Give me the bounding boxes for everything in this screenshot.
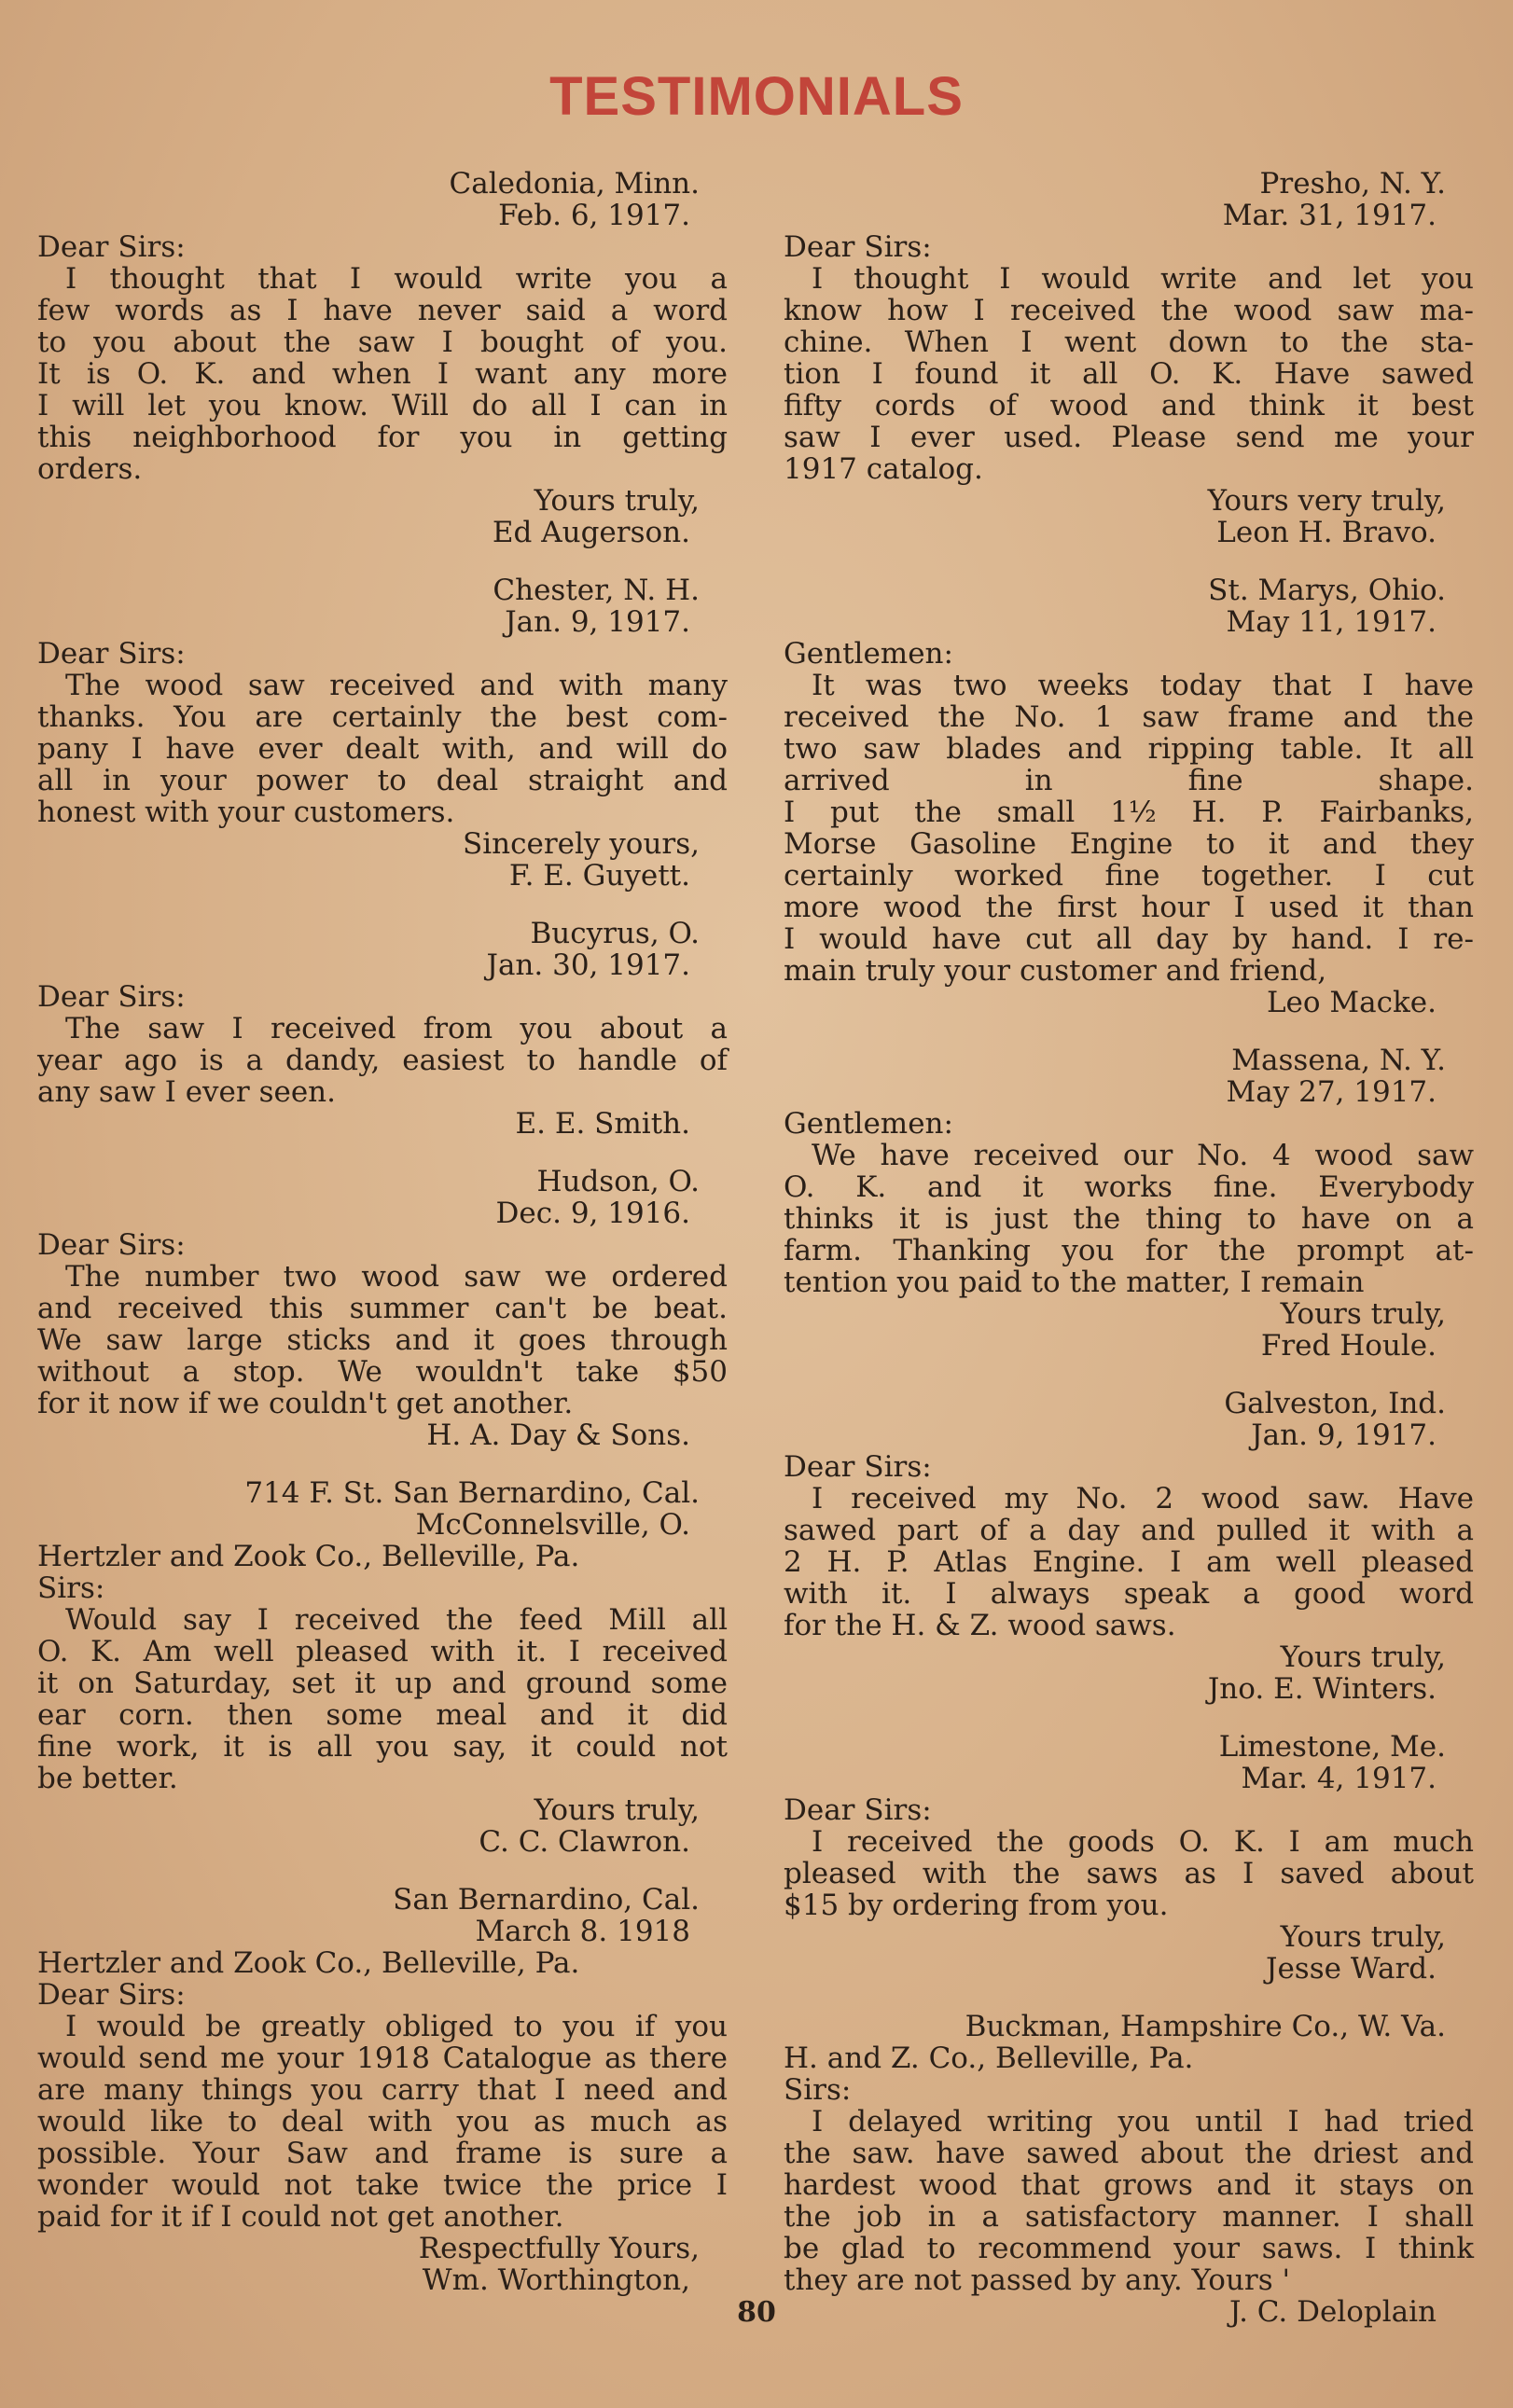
letter-block: [37, 574, 728, 892]
letter-body-line: thanks. You are certainly the best com-: [37, 700, 728, 734]
letter-body-line: fifty cords of wood and think it best: [784, 389, 1474, 422]
letter-salutation: Dear Sirs:: [37, 1228, 186, 1262]
letter-block: [784, 1731, 1474, 1985]
letter-body-line: they are not passed by any. Yours ': [784, 2263, 1291, 2297]
letter-signature: Jesse Ward.: [1266, 1952, 1437, 1986]
letter-salutation: Dear Sirs:: [784, 1450, 932, 1484]
letter-body-line: for it now if we couldn't get another.: [37, 1387, 574, 1420]
letter-body-line: I thought that I would write you a: [65, 262, 728, 296]
letter-body-line: I received my No. 2 wood saw. Have: [812, 1482, 1474, 1515]
letter-body-line: The wood saw received and with many: [65, 669, 728, 702]
right-column: [784, 168, 1474, 2354]
letter-body-line: pany I have ever dealt with, and will do: [37, 732, 728, 766]
letter-closing: Yours very truly,: [1207, 484, 1446, 518]
letter-body-line: would like to deal with you as much as: [37, 2105, 728, 2138]
letter-closing: Sincerely yours,: [463, 827, 700, 861]
letter-body-line: tion I found it all O. K. Have sawed: [784, 357, 1474, 391]
letter-body-line: the job in a satisfactory manner. I shall: [784, 2200, 1474, 2234]
letter-body-line: it on Saturday, set it up and ground some: [37, 1667, 728, 1700]
letter-place: Hudson, O.: [536, 1165, 700, 1198]
letter-date: Mar. 4, 1917.: [1241, 1762, 1437, 1795]
letter-date: Feb. 6, 1917.: [498, 199, 690, 232]
letter-signature: Fred Houle.: [1260, 1329, 1437, 1363]
letter-body-line: 1917 catalog.: [784, 452, 983, 486]
letter-body-line: tention you paid to the matter, I remain: [784, 1266, 1365, 1299]
letter-body-line: I put the small 1½ H. P. Fairbanks,: [784, 796, 1474, 829]
letter-place: Caledonia, Minn.: [449, 167, 700, 201]
letter-block: [37, 1884, 728, 2296]
letter-signature: Ed Augerson.: [492, 516, 690, 549]
letter-closing: Yours truly,: [534, 484, 700, 518]
letter-salutation: Sirs:: [37, 1571, 105, 1605]
letter-body-line: The saw I received from you about a: [65, 1012, 728, 1045]
letter-body-line: pleased with the saws as I saved about: [784, 1857, 1474, 1890]
letter-body-line: I delayed writing you until I had tried: [812, 2105, 1474, 2138]
letter-body-line: chine. When I went down to the sta-: [784, 325, 1474, 359]
letter-place: Massena, N. Y.: [1231, 1044, 1446, 1077]
letter-salutation: Dear Sirs:: [37, 637, 186, 671]
letter-body-line: We saw large sticks and it goes through: [37, 1323, 728, 1357]
letter-salutation: Gentlemen:: [784, 1107, 953, 1141]
letter-body-line: saw I ever used. Please send me your: [784, 421, 1474, 454]
letter-date: Jan. 9, 1917.: [505, 605, 690, 639]
letter-addressee: Hertzler and Zook Co., Belleville, Pa.: [37, 1946, 580, 1980]
letter-body-line: We have received our No. 4 wood saw: [812, 1139, 1474, 1172]
letter-body-line: any saw I ever seen.: [37, 1075, 336, 1109]
letter-body-line: certainly worked fine together. I cut: [784, 859, 1474, 893]
letter-closing: Yours truly,: [1280, 1640, 1446, 1674]
letter-body-line: fine work, it is all you say, it could not: [37, 1730, 728, 1764]
letter-body-line: I received the goods O. K. I am much: [812, 1825, 1474, 1859]
letter-place: Buckman, Hampshire Co., W. Va.: [965, 2010, 1446, 2043]
letter-body-line: be better.: [37, 1762, 178, 1795]
letter-body-line: more wood the first hour I used it than: [784, 891, 1474, 924]
letter-body-line: O. K. Am well pleased with it. I received: [37, 1635, 728, 1668]
letter-body-line: wonder would not take twice the price I: [37, 2168, 728, 2202]
letter-salutation: Dear Sirs:: [37, 1978, 186, 2012]
letter-date: Dec. 9, 1916.: [495, 1197, 690, 1230]
letter-body-line: thinks it is just the thing to have on a: [784, 1202, 1474, 1236]
letter-body-line: O. K. and it works fine. Everybody: [784, 1170, 1474, 1204]
letter-place: Limestone, Me.: [1218, 1730, 1446, 1764]
letter-body-line: I would be greatly obliged to you if you: [65, 2010, 728, 2043]
letter-body-line: few words as I have never said a word: [37, 294, 728, 327]
letter-body-line: hardest wood that grows and it stays on: [784, 2168, 1474, 2202]
letter-salutation: Sirs:: [784, 2073, 852, 2107]
letter-place: St. Marys, Ohio.: [1208, 574, 1446, 607]
letter-place: Chester, N. H.: [493, 574, 700, 607]
letter-salutation: Gentlemen:: [784, 637, 953, 671]
letter-salutation: Dear Sirs:: [37, 980, 186, 1014]
letter-block: [37, 918, 728, 1140]
letter-body-line: honest with your customers.: [37, 796, 455, 829]
letter-date: Jan. 9, 1917.: [1251, 1419, 1437, 1452]
letter-closing: Respectfully Yours,: [418, 2232, 700, 2265]
letter-body-line: without a stop. We wouldn't take $50: [37, 1355, 728, 1389]
letter-place: Presho, N. Y.: [1259, 167, 1446, 201]
letter-body-line: paid for it if I could not get another.: [37, 2200, 564, 2234]
letter-body-line: would send me your 1918 Catalogue as there: [37, 2041, 728, 2075]
letter-block: [784, 168, 1474, 548]
letter-place: San Bernardino, Cal.: [393, 1883, 700, 1917]
letter-body-line: year ago is a dandy, easiest to handle of: [37, 1044, 728, 1077]
letter-body-line: received the No. 1 saw frame and the: [784, 700, 1474, 734]
letter-body-line: orders.: [37, 452, 143, 486]
letter-body-line: with it. I always speak a good word: [784, 1577, 1474, 1611]
letter-body-line: $15 by ordering from you.: [784, 1889, 1169, 1922]
letter-signature: F. E. Guyett.: [508, 859, 690, 893]
letter-body-line: all in your power to deal straight and: [37, 764, 728, 797]
letter-date: March 8. 1918: [475, 1915, 690, 1948]
letter-body-line: for the H. & Z. wood saws.: [784, 1609, 1176, 1642]
letter-body-line: possible. Your Saw and frame is sure a: [37, 2137, 728, 2170]
letter-block: [37, 1477, 728, 1858]
letter-block: [784, 1045, 1474, 1362]
letter-block: [37, 1166, 728, 1451]
letter-block: [37, 168, 728, 548]
letter-body-line: I thought I would write and let you: [812, 262, 1474, 296]
letter-body-line: sawed part of a day and pulled it with a: [784, 1514, 1474, 1547]
letter-body-line: and received this summer can't be beat.: [37, 1292, 728, 1325]
letter-signature: J. C. Deloplain: [1229, 2295, 1437, 2329]
letter-body-line: 2 H. P. Atlas Engine. I am well pleased: [784, 1545, 1474, 1579]
letter-body-line: Would say I received the feed Mill all: [65, 1603, 728, 1637]
letter-signature: C. C. Clawron.: [479, 1825, 690, 1859]
letter-body-line: main truly your customer and friend,: [784, 954, 1327, 988]
letter-salutation: Dear Sirs:: [784, 1793, 932, 1827]
letter-addressee: Hertzler and Zook Co., Belleville, Pa.: [37, 1540, 580, 1573]
letter-salutation: Dear Sirs:: [784, 230, 932, 264]
letter-place: Bucyrus, O.: [530, 917, 700, 950]
letter-body-line: be glad to recommend your saws. I think: [784, 2232, 1474, 2265]
letter-body-line: ear corn. then some meal and it did: [37, 1698, 728, 1732]
letter-body-line: know how I received the wood saw ma-: [784, 294, 1474, 327]
letter-place: Galveston, Ind.: [1224, 1387, 1446, 1420]
page-number: 80: [737, 2296, 776, 2329]
letter-signature: Leon H. Bravo.: [1216, 516, 1437, 549]
letter-body-line: It is O. K. and when I want any more: [37, 357, 728, 391]
letter-salutation: Dear Sirs:: [37, 230, 186, 264]
letter-block: [784, 574, 1474, 1018]
letter-signature: Jno. E. Winters.: [1207, 1672, 1437, 1706]
letter-block: [784, 1388, 1474, 1705]
letter-body-line: The number two wood saw we ordered: [65, 1260, 728, 1294]
letter-date: McConnelsville, O.: [415, 1508, 690, 1542]
letter-body-line: I would have cut all day by hand. I re-: [784, 922, 1474, 956]
letter-closing: Yours truly,: [1280, 1920, 1446, 1954]
letter-body-line: the saw. have sawed about the driest and: [784, 2137, 1474, 2170]
letter-date: May 27, 1917.: [1226, 1075, 1437, 1109]
letter-block: [784, 2011, 1474, 2328]
letter-body-line: farm. Thanking you for the prompt at-: [784, 1234, 1474, 1267]
letter-closing: Yours truly,: [534, 1793, 700, 1827]
letter-body-line: arrived in fine shape.: [784, 764, 1474, 797]
letter-body-line: to you about the saw I bought of you.: [37, 325, 728, 359]
letter-date: May 11, 1917.: [1226, 605, 1437, 639]
left-column: [37, 168, 728, 2322]
letter-place: 714 F. St. San Bernardino, Cal.: [244, 1476, 700, 1510]
letter-date: Jan. 30, 1917.: [486, 948, 690, 982]
letter-body-line: two saw blades and ripping table. It all: [784, 732, 1474, 766]
letter-signature: E. E. Smith.: [515, 1107, 690, 1141]
letter-body-line: Morse Gasoline Engine to it and they: [784, 827, 1474, 861]
letter-body-line: It was two weeks today that I have: [812, 669, 1474, 702]
letter-addressee: H. and Z. Co., Belleville, Pa.: [784, 2041, 1194, 2075]
letter-body-line: this neighborhood for you in getting: [37, 421, 728, 454]
letter-signature: Leo Macke.: [1266, 986, 1437, 1019]
letter-closing: Yours truly,: [1280, 1297, 1446, 1331]
letter-signature: Wm. Worthington,: [422, 2263, 690, 2297]
page-title: TESTIMONIALS: [549, 66, 964, 127]
letter-body-line: are many things you carry that I need and: [37, 2073, 728, 2107]
letter-date: Mar. 31, 1917.: [1222, 199, 1437, 232]
letter-body-line: I will let you know. Will do all I can in: [37, 389, 728, 422]
letter-signature: H. A. Day & Sons.: [426, 1419, 690, 1452]
